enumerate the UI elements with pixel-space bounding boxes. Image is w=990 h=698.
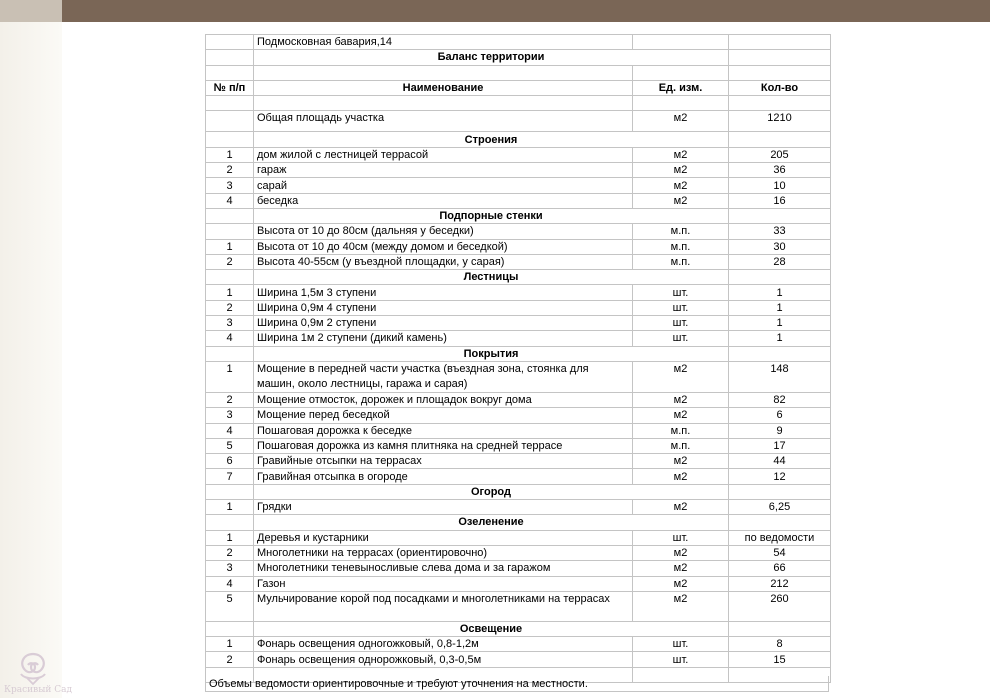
row-quantity: 9	[729, 423, 831, 438]
table-row	[206, 423, 831, 438]
table-row	[206, 224, 831, 239]
table-row	[206, 254, 831, 269]
section-header-row	[206, 270, 831, 285]
row-number: 3	[206, 408, 254, 423]
table-row	[206, 300, 831, 315]
section-spacer-cell	[206, 132, 254, 147]
row-unit: шт.	[633, 652, 729, 667]
row-number: 3	[206, 178, 254, 193]
section-spacer-cell	[729, 515, 831, 530]
total-area-row	[206, 111, 831, 132]
project-row	[206, 35, 831, 50]
table-row	[206, 392, 831, 407]
table-row	[206, 239, 831, 254]
blank-row	[206, 65, 831, 80]
row-number: 3	[206, 561, 254, 576]
row-number: 4	[206, 331, 254, 346]
section-title: Подпорные стенки	[254, 208, 729, 223]
section-spacer-cell	[206, 484, 254, 499]
table-row	[206, 316, 831, 331]
table-row	[206, 331, 831, 346]
row-number: 2	[206, 254, 254, 269]
table-row	[206, 361, 831, 392]
row-name: Ширина 0,9м 4 ступени	[254, 300, 633, 315]
table-row	[206, 545, 831, 560]
row-name: Деревья и кустарники	[254, 530, 633, 545]
section-title: Озеленение	[254, 515, 729, 530]
row-name: Фонарь освещения однорожковый, 0,3-0,5м	[254, 652, 633, 667]
row-unit: шт.	[633, 637, 729, 652]
row-number: 2	[206, 545, 254, 560]
row-quantity: по ведомости	[729, 530, 831, 545]
row-unit: м2	[633, 163, 729, 178]
section-header-row	[206, 621, 831, 636]
logo-text: Красивый Сад	[4, 685, 73, 695]
row-name: Фонарь освещения одноrожковый, 0,8-1,2м	[254, 637, 633, 652]
table-row	[206, 285, 831, 300]
row-unit: шт.	[633, 530, 729, 545]
column-header-num: № п/п	[206, 80, 254, 95]
row-number: 1	[206, 500, 254, 515]
row-name: Мульчирование корой под посадками и многолетниками на террасах	[254, 591, 633, 621]
section-title: Строения	[254, 132, 729, 147]
row-name: Ширина 1,5м 3 ступени	[254, 285, 633, 300]
row-unit: м.п.	[633, 438, 729, 453]
total-area-label: Общая площадь участка	[254, 111, 633, 132]
section-spacer-cell	[729, 132, 831, 147]
row-unit: шт.	[633, 331, 729, 346]
row-number: 1	[206, 285, 254, 300]
row-name: Многолетники теневыносливые слева дома и за гаражом	[254, 561, 633, 576]
table-row	[206, 193, 831, 208]
row-quantity: 1	[729, 285, 831, 300]
row-number: 2	[206, 392, 254, 407]
row-name: Ширина 0,9м 2 ступени	[254, 316, 633, 331]
row-quantity: 17	[729, 438, 831, 453]
row-name: Мощение в передней части участка (въездная зона, стоянка для машин, около лестницы, гаража и сарая)	[254, 361, 633, 392]
total-area-value: 1210	[729, 111, 831, 132]
row-unit: м2	[633, 500, 729, 515]
row-quantity: 1	[729, 300, 831, 315]
row-unit: м2	[633, 178, 729, 193]
territory-balance-table	[205, 34, 831, 683]
table-row	[206, 637, 831, 652]
section-spacer-cell	[729, 346, 831, 361]
row-unit: м2	[633, 454, 729, 469]
row-name: Гравийная отсыпка в огороде	[254, 469, 633, 484]
row-unit: м.п.	[633, 254, 729, 269]
row-quantity: 1	[729, 331, 831, 346]
row-quantity: 28	[729, 254, 831, 269]
table-row	[206, 147, 831, 162]
row-unit: м2	[633, 193, 729, 208]
section-title: Лестницы	[254, 270, 729, 285]
row-number	[206, 224, 254, 239]
row-number: 1	[206, 361, 254, 392]
left-sidebar	[0, 22, 73, 698]
row-number: 1	[206, 637, 254, 652]
row-name: Гравийные отсыпки на террасах	[254, 454, 633, 469]
row-number: 3	[206, 316, 254, 331]
row-unit: шт.	[633, 300, 729, 315]
row-name: гараж	[254, 163, 633, 178]
row-quantity: 1	[729, 316, 831, 331]
section-header-row	[206, 484, 831, 499]
row-number: 5	[206, 438, 254, 453]
row-unit: м2	[633, 147, 729, 162]
row-quantity: 148	[729, 361, 831, 392]
section-header-row	[206, 132, 831, 147]
row-unit: м.п.	[633, 224, 729, 239]
row-quantity: 10	[729, 178, 831, 193]
row-name: Пошаговая дорожка из камня плитняка на средней террасе	[254, 438, 633, 453]
table-row	[206, 454, 831, 469]
row-quantity: 8	[729, 637, 831, 652]
row-name: Мощение перед беседкой	[254, 408, 633, 423]
table-body	[206, 35, 831, 683]
title-row	[206, 50, 831, 65]
row-quantity: 16	[729, 193, 831, 208]
row-quantity: 44	[729, 454, 831, 469]
table-row	[206, 652, 831, 667]
table-row	[206, 178, 831, 193]
row-unit: м2	[633, 469, 729, 484]
row-quantity: 82	[729, 392, 831, 407]
row-number: 6	[206, 454, 254, 469]
table-row	[206, 591, 831, 621]
row-number: 4	[206, 193, 254, 208]
table-row	[206, 438, 831, 453]
row-name: сарай	[254, 178, 633, 193]
row-number: 4	[206, 576, 254, 591]
row-unit: м2	[633, 561, 729, 576]
blank-row	[206, 96, 831, 111]
row-name: Высота от 10 до 80см (дальняя у беседки)	[254, 224, 633, 239]
section-spacer-cell	[206, 621, 254, 636]
column-header-row	[206, 80, 831, 95]
row-unit: м2	[633, 408, 729, 423]
section-spacer-cell	[206, 346, 254, 361]
top-banner	[0, 0, 990, 22]
section-spacer-cell	[206, 208, 254, 223]
brand-logo	[4, 650, 73, 696]
section-spacer-cell	[729, 621, 831, 636]
row-quantity: 30	[729, 239, 831, 254]
row-number: 2	[206, 300, 254, 315]
row-number: 4	[206, 423, 254, 438]
row-name: Высота 40-55см (у въездной площадки, у сарая)	[254, 254, 633, 269]
section-header-row	[206, 346, 831, 361]
row-number: 5	[206, 591, 254, 621]
table-title: Баланс территории	[254, 50, 729, 65]
row-number: 7	[206, 469, 254, 484]
row-name: Пошаговая дорожка к беседке	[254, 423, 633, 438]
row-quantity: 6	[729, 408, 831, 423]
row-unit: м2	[633, 361, 729, 392]
section-spacer-cell	[729, 270, 831, 285]
section-spacer-cell	[729, 208, 831, 223]
table-row	[206, 469, 831, 484]
total-area-unit: м2	[633, 111, 729, 132]
table-row	[206, 530, 831, 545]
row-unit: м2	[633, 392, 729, 407]
footnote: Объемы ведомости ориентировочные и требуют уточнения на местности.	[205, 676, 829, 692]
row-quantity: 54	[729, 545, 831, 560]
row-quantity: 12	[729, 469, 831, 484]
row-unit: шт.	[633, 285, 729, 300]
table-row	[206, 408, 831, 423]
section-title: Освещение	[254, 621, 729, 636]
table-row	[206, 500, 831, 515]
row-number: 1	[206, 530, 254, 545]
row-quantity: 212	[729, 576, 831, 591]
row-unit: м2	[633, 591, 729, 621]
row-name: Ширина 1м 2 ступени (дикий камень)	[254, 331, 633, 346]
row-quantity: 205	[729, 147, 831, 162]
row-name: Высота от 10 до 40см (между домом и беседкой)	[254, 239, 633, 254]
row-name: Газон	[254, 576, 633, 591]
table-row	[206, 163, 831, 178]
row-name: дом жилой с лестницей террасой	[254, 147, 633, 162]
row-name: Многолетники на террасах (ориентировочно)	[254, 545, 633, 560]
section-header-row	[206, 515, 831, 530]
section-title: Огород	[254, 484, 729, 499]
row-number: 1	[206, 147, 254, 162]
project-name: Подмосковная бавария,14	[254, 35, 633, 50]
row-number: 2	[206, 163, 254, 178]
column-header-name: Наименование	[254, 80, 633, 95]
row-quantity: 6,25	[729, 500, 831, 515]
row-unit: м.п.	[633, 423, 729, 438]
top-banner-accent	[0, 0, 62, 22]
row-unit: м.п.	[633, 239, 729, 254]
row-number: 1	[206, 239, 254, 254]
table-row	[206, 576, 831, 591]
column-header-unit: Ед. изм.	[633, 80, 729, 95]
row-name: Грядки	[254, 500, 633, 515]
section-spacer-cell	[206, 515, 254, 530]
section-spacer-cell	[729, 484, 831, 499]
section-header-row	[206, 208, 831, 223]
section-title: Покрытия	[254, 346, 729, 361]
row-number: 2	[206, 652, 254, 667]
flourish-logo-icon	[13, 650, 53, 686]
row-quantity: 66	[729, 561, 831, 576]
row-quantity: 15	[729, 652, 831, 667]
table-row	[206, 561, 831, 576]
row-quantity: 33	[729, 224, 831, 239]
row-unit: м2	[633, 576, 729, 591]
row-name: Мощение отмосток, дорожек и площадок вокруг дома	[254, 392, 633, 407]
row-name: беседка	[254, 193, 633, 208]
row-quantity: 260	[729, 591, 831, 621]
column-header-qty: Кол-во	[729, 80, 831, 95]
section-spacer-cell	[206, 270, 254, 285]
row-unit: м2	[633, 545, 729, 560]
row-quantity: 36	[729, 163, 831, 178]
row-unit: шт.	[633, 316, 729, 331]
